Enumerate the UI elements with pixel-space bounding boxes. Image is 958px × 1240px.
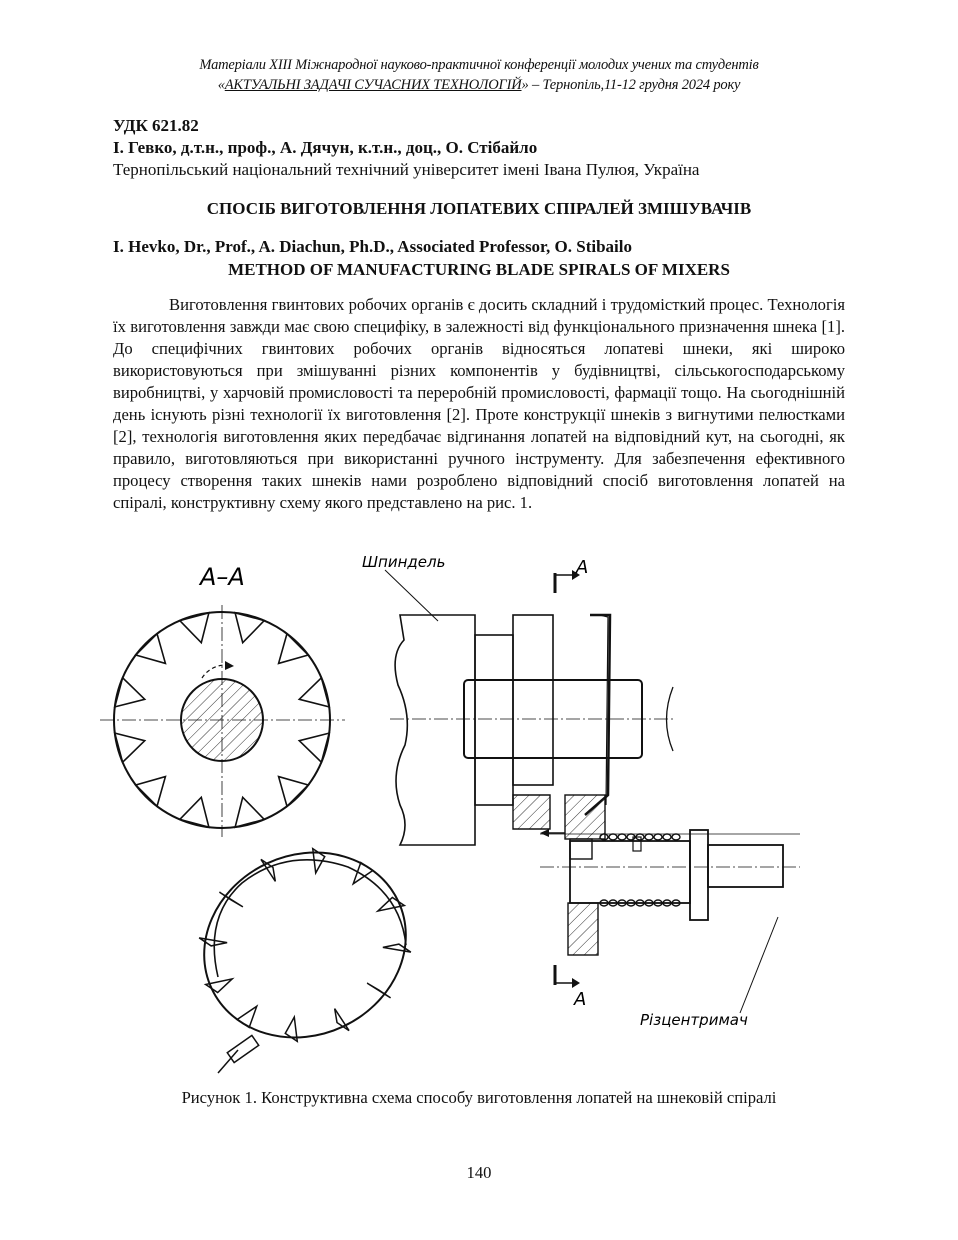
spindle-label: Шпиндель	[362, 553, 446, 571]
section-tooth	[235, 613, 264, 643]
section-tooth	[115, 733, 145, 762]
figure-1	[100, 545, 860, 1080]
section-tooth	[235, 797, 264, 827]
section-mark-top-letter: А	[576, 557, 589, 578]
authors-en: I. Hevko, Dr., Prof., A. Diachun, Ph.D., Associated Professor, O. Stibailo	[113, 237, 633, 256]
spring-coil	[654, 834, 662, 840]
conference-header-line2	[0, 77, 958, 94]
paper-title-ua: СПОСІБ ВИГОТОВЛЕННЯ ЛОПАТЕВИХ СПІРАЛЕЙ ЗМІШУВАЧІВ	[206, 199, 752, 218]
section-mark-bottom	[555, 965, 586, 1010]
spring-coil	[645, 834, 653, 840]
authors-ua: І. Гевко, д.т.н., проф., А. Дячун, к.т.н., доц., О. Стібайло	[113, 138, 538, 157]
spiral-tooth	[237, 1006, 257, 1027]
blade-spiral-perspective	[174, 820, 437, 1073]
spring-coil	[618, 834, 626, 840]
spring-coil	[663, 834, 671, 840]
affiliation: Тернопільський національний технічний університет імені Івана Пулюя, Україна	[113, 160, 700, 179]
spring-coil	[609, 834, 617, 840]
cutter-holder-label: Різцентримач	[640, 1011, 748, 1029]
section-tooth	[299, 733, 329, 762]
section-tooth	[299, 678, 329, 707]
cutter-holder	[540, 795, 800, 955]
paper-title-en: METHOD OF MANUFACTURING BLADE SPIRALS OF MIXERS	[228, 260, 730, 279]
body-paragraph: Виготовлення гвинтових робочих органів є досить складний і трудомісткий процес. Технологія їх виготовлення завжди має свою специфіку, в залежності від функціонального призначення шнека [1]. До специфічних гвинтових робочих органів відносяться лопатеві шнеки, які широко використовуються при змішуванні різних компонентів у будівництві, сільськогосподарському виробництві, у харчовій промисловості та переробній промисловості, фармації тощо. На сьогоднішній день існують різні технології їх виготовлення [2]. Проте конструкції шнеків з вигнутими пелюстками [2], технологія виготовлення яких передбачає відгинання лопатей на відповідний кут, на сьогодні, як правило, виготовляються при використанні ручного інструменту. Для забезпечення ефективного процесу створення таких шнеків нами розроблено відповідний спосіб виготовлення лопатей на спіралі, конструктивну схему якого представлено на рис. 1.	[113, 295, 845, 512]
header-open-quote: «	[217, 77, 225, 93]
spiral-tooth	[199, 938, 227, 946]
spring-coil	[672, 834, 680, 840]
figure-drawing	[100, 545, 860, 1080]
section-tooth	[180, 613, 209, 643]
section-mark-bottom-letter: А	[574, 989, 587, 1010]
section-tooth	[115, 678, 145, 707]
section-tooth	[180, 797, 209, 827]
section-view	[100, 605, 345, 837]
section-label: А–А	[200, 563, 245, 591]
figure-caption: Рисунок 1. Конструктивна схема способу виготовлення лопатей на шнековій спіралі	[181, 1088, 777, 1107]
udk-code: УДК 621.82	[113, 116, 199, 135]
header-place-date: » – Тернопіль,11-12 грудня 2024 року	[521, 77, 741, 93]
conference-header-line1: Матеріали XIII Міжнародної науково-практичної конференції молодих учених та студентів	[199, 57, 759, 73]
spindle	[390, 615, 675, 845]
spiral-tooth	[383, 944, 411, 952]
section-mark-top	[555, 557, 588, 593]
page-number: 140	[466, 1163, 492, 1182]
header-conference-name: АКТУАЛЬНІ ЗАДАЧІ СУЧАСНИХ ТЕХНОЛОГІЙ	[224, 77, 522, 93]
